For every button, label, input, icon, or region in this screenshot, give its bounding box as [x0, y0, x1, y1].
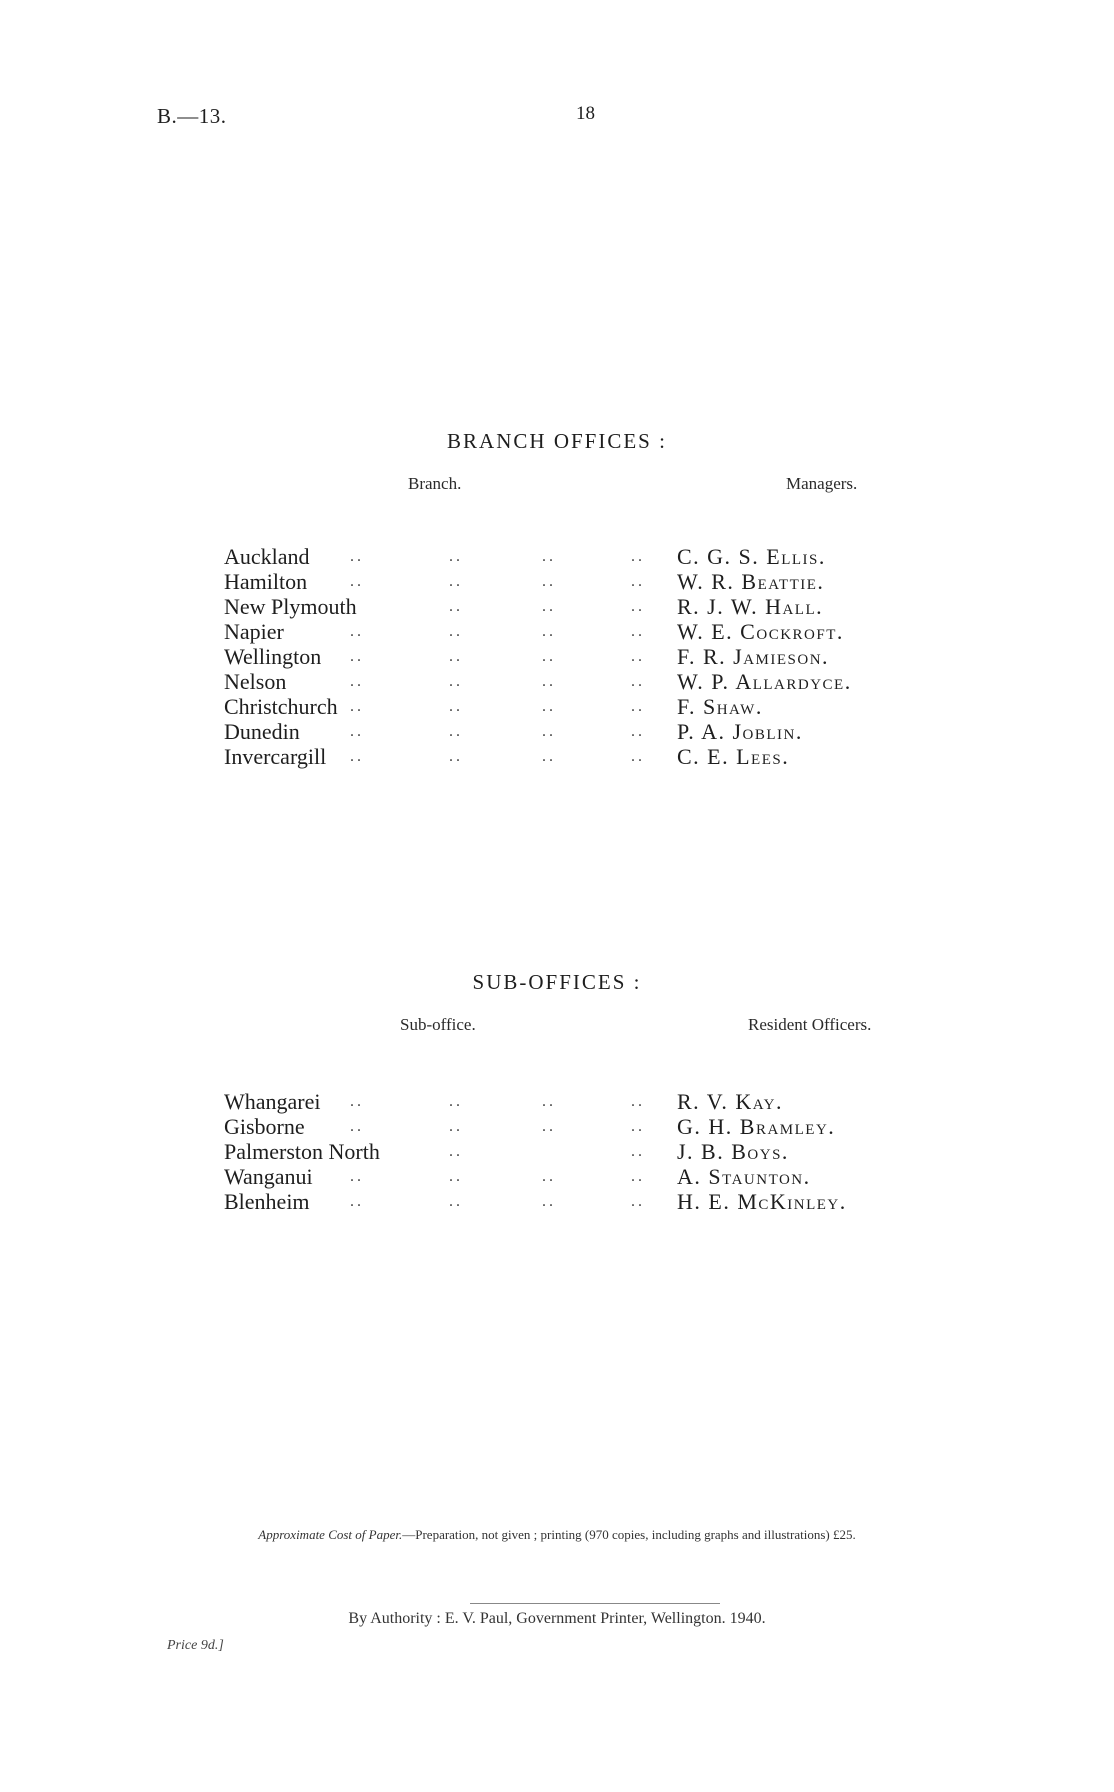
resident-officer-name: H. E. McKinley.	[677, 1189, 847, 1214]
branch-column-header: Branch.	[408, 474, 462, 493]
sub-office-name: Palmerston North	[224, 1139, 380, 1164]
cost-footnote	[0, 1527, 1114, 1543]
branch-row: Nelson .. .. .. .. W. P. Allardyce.	[224, 669, 852, 694]
resident-officer-name: R. V. Kay.	[677, 1089, 784, 1114]
manager-name: C. E. Lees.	[677, 744, 790, 769]
branch-name: Wellington	[224, 644, 322, 669]
sub-office-name: Blenheim	[224, 1189, 310, 1214]
cost-text: —Preparation, not given ; printing (970 copies, including graphs and illustrations) £25.	[402, 1527, 856, 1542]
manager-name: C. G. S. Ellis.	[677, 544, 826, 569]
sub-office-column-header: Sub-office.	[400, 1015, 476, 1034]
sub-office-row: Gisborne .. .. .. .. G. H. Bramley.	[224, 1114, 836, 1139]
sub-office-row: Wanganui .. .. .. .. A. Staunton.	[224, 1164, 811, 1189]
sub-office-name: Whangarei	[224, 1089, 321, 1114]
price-note: Price 9d.]	[167, 1638, 224, 1653]
sub-offices-table	[224, 1089, 904, 1214]
divider-rule	[470, 1603, 720, 1604]
branch-row: Napier .. .. .. .. W. E. Cockroft.	[224, 619, 844, 644]
branch-row: Wellington .. .. .. .. F. R. Jamieson.	[224, 644, 830, 669]
branch-name: Nelson	[224, 669, 287, 694]
manager-name: P. A. Joblin.	[677, 719, 803, 744]
sub-office-row: Whangarei .. .. .. .. R. V. Kay.	[224, 1089, 784, 1114]
manager-name: W. P. Allardyce.	[677, 669, 852, 694]
sub-office-name: Wanganui	[224, 1164, 313, 1189]
branch-row: Auckland .. .. .. .. C. G. S. Ellis.	[224, 544, 826, 569]
manager-name: F. Shaw.	[677, 694, 763, 719]
page-number: 18	[576, 103, 595, 124]
resident-officer-name: A. Staunton.	[677, 1164, 811, 1189]
branch-name: Dunedin	[224, 719, 300, 744]
branch-name: Christchurch	[224, 694, 338, 719]
branch-name: Hamilton	[224, 569, 308, 594]
branch-row: Hamilton .. .. .. .. W. R. Beattie.	[224, 569, 825, 594]
branch-row: Invercargill .. .. .. .. C. E. Lees.	[224, 744, 790, 769]
document-reference: B.—13.	[157, 104, 227, 128]
branch-name: Invercargill	[224, 744, 327, 769]
branch-name: Auckland	[224, 544, 310, 569]
branch-row: New Plymouth .. .. .. R. J. W. Hall.	[224, 594, 824, 619]
branch-row: Christchurch .. .. .. .. F. Shaw.	[224, 694, 763, 719]
manager-name: W. E. Cockroft.	[677, 619, 844, 644]
manager-name: F. R. Jamieson.	[677, 644, 830, 669]
sub-offices-title: SUB-OFFICES :	[472, 970, 642, 995]
branch-offices-title: BRANCH OFFICES :	[447, 429, 667, 454]
branch-name: New Plymouth	[224, 594, 357, 619]
branch-row: Dunedin .. .. .. .. P. A. Joblin.	[224, 719, 803, 744]
sub-office-row: Palmerston North .. .. J. B. Boys.	[224, 1139, 789, 1164]
printer-imprint: By Authority : E. V. Paul, Government Printer, Wellington. 1940.	[348, 1610, 766, 1627]
branch-offices-table	[224, 544, 904, 769]
manager-name: W. R. Beattie.	[677, 569, 825, 594]
resident-officer-name: J. B. Boys.	[677, 1139, 789, 1164]
sub-office-name: Gisborne	[224, 1114, 305, 1139]
resident-officers-column-header: Resident Officers.	[748, 1015, 872, 1034]
cost-label: Approximate Cost of Paper.	[258, 1527, 403, 1542]
manager-name: R. J. W. Hall.	[677, 594, 824, 619]
sub-office-row: Blenheim .. .. .. .. H. E. McKinley.	[224, 1189, 847, 1214]
branch-name: Napier	[224, 619, 284, 644]
resident-officer-name: G. H. Bramley.	[677, 1114, 836, 1139]
managers-column-header: Managers.	[786, 474, 858, 493]
